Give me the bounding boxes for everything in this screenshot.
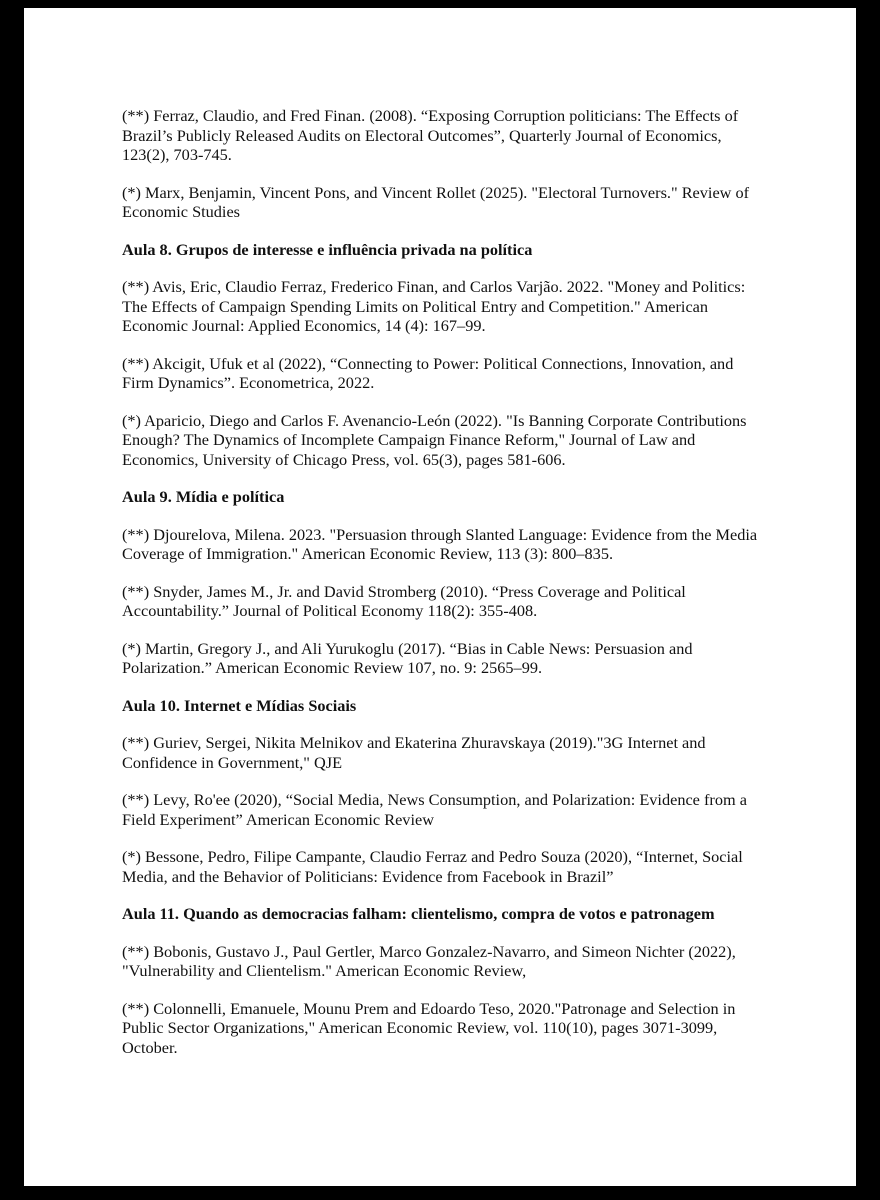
- reference-levy-2020: (**) Levy, Ro'ee (2020), “Social Media, News Consumption, and Polarization: Evidence from a Field Experiment” American Economic Review: [122, 790, 747, 829]
- section-heading-aula-10: Aula 10. Internet e Mídias Sociais: [122, 695, 357, 715]
- document-page: [24, 8, 856, 1186]
- section-heading-aula-8: Aula 8. Grupos de interesse e influência privada na política: [122, 239, 533, 259]
- reference-guriev-2019: (**) Guriev, Sergei, Nikita Melnikov and Ekaterina Zhuravskaya (2019)."3G Internet and Confidence in Government," QJE: [122, 733, 706, 772]
- reference-aparicio-2022: (*) Aparicio, Diego and Carlos F. Avenancio-León (2022). "Is Banning Corporate Contributions Enough? The Dynamics of Incomplete Campaign Finance Reform," Journal of Law and Economics, University of Chicago Press, vol. 65(3), pages 581-606.: [122, 410, 747, 469]
- reference-bessone-2020: (*) Bessone, Pedro, Filipe Campante, Claudio Ferraz and Pedro Souza (2020), “Internet, Social Media, and the Behavior of Politicians: Evidence from Facebook in Brazil”: [122, 847, 743, 886]
- reference-martin-yurukoglu-2017: (*) Martin, Gregory J., and Ali Yurukoglu (2017). “Bias in Cable News: Persuasion and Polarization.” American Economic Review 107, no. 9: 2565–99.: [122, 638, 693, 677]
- reference-akcigit-2022: (**) Akcigit, Ufuk et al (2022), “Connecting to Power: Political Connections, Innovation, and Firm Dynamics”. Econometrica, 2022.: [122, 353, 734, 392]
- reference-bobonis-2022: (**) Bobonis, Gustavo J., Paul Gertler, Marco Gonzalez-Navarro, and Simeon Nichter (2022), "Vulnerability and Clientelism." American Economic Review,: [122, 941, 736, 980]
- reference-marx-pons-rollet-2025: (*) Marx, Benjamin, Vincent Pons, and Vincent Rollet (2025). "Electoral Turnovers." Review of Economic Studies: [122, 182, 750, 221]
- section-heading-aula-9: Aula 9. Mídia e política: [122, 487, 285, 506]
- reference-snyder-stromberg-2010: (**) Snyder, James M., Jr. and David Stromberg (2010). “Press Coverage and Political Accountability.” Journal of Political Economy 118(2): 355-408.: [122, 581, 686, 620]
- reference-colonnelli-2020: (**) Colonnelli, Emanuele, Mounu Prem and Edoardo Teso, 2020."Patronage and Selection in Public Sector Organizations," American Economic Review, vol. 110(10), pages 3071-3099, October.: [122, 998, 736, 1057]
- reference-avis-2022: (**) Avis, Eric, Claudio Ferraz, Frederico Finan, and Carlos Varjão. 2022. "Money and Politics: The Effects of Campaign Spending Limits on Political Entry and Competition." American Economic Journal: Applied Economics, 14 (4): 167–99.: [122, 277, 746, 335]
- reference-ferraz-finan-2008: (**) Ferraz, Claudio, and Fred Finan. (2008). “Exposing Corruption politicians: The Effects of Brazil’s Publicly Released Audits on Electoral Outcomes”, Quarterly Journal of Economics, 123(2), 703-745.: [122, 106, 739, 164]
- reference-djourelova-2023: (**) Djourelova, Milena. 2023. "Persuasion through Slanted Language: Evidence from the Media Coverage of Immigration." American Economic Review, 113 (3): 800–835.: [122, 524, 758, 563]
- section-heading-aula-11: Aula 11. Quando as democracias falham: clientelismo, compra de votos e patronagem: [122, 904, 715, 923]
